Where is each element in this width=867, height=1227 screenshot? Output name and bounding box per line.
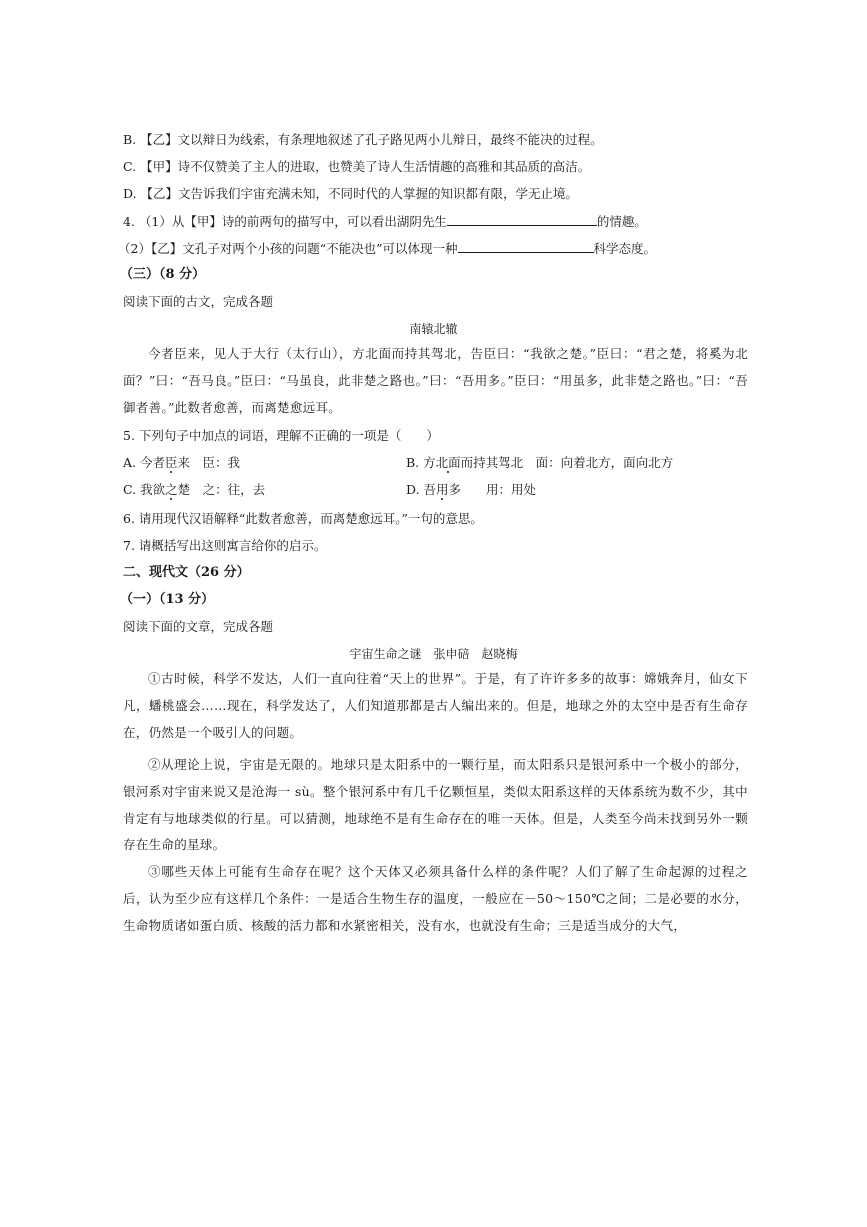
answer-blank-1[interactable]	[447, 212, 597, 226]
question-5-option-b	[406, 454, 673, 472]
question-4-text: 4. （1）从【甲】诗的前两句的描写中，可以看出湖阴先生	[123, 214, 447, 229]
option-d-suffix: 多 用：用处	[448, 482, 537, 497]
option-b-dotted-word: 北面	[435, 455, 461, 470]
section-3-heading: （三）（8 分）	[120, 267, 206, 282]
option-a-prefix: A. 今者	[123, 455, 165, 470]
passage-title-2: 宇宙生命之谜 张申碚 赵晓梅	[349, 647, 518, 661]
question-4-part-2-suffix: 科学态度。	[593, 241, 657, 256]
section-2-1-heading: （一）（13 分）	[120, 592, 215, 607]
passage-paragraph-4: ③哪些天体上可能有生命存在呢？这个天体又必须具备什么样的条件呢？人们了解了生命起源的过程之后，认为至少应有这样几个条件：一是适合生物生存的温度，一般应在－50～150℃之间；二是必要的水分，生命物质诸如蛋白质、核酸的活力都和水紧密相关，没有水，也就没有生命；三是适当成分的大气，	[123, 864, 748, 933]
option-d-dotted-word: 用	[436, 482, 449, 497]
reading-instruction-1: 阅读下面的古文，完成各题	[123, 294, 274, 309]
option-d-prefix: D. 吾	[406, 482, 437, 497]
option-c-suffix: 楚 之：往，去	[177, 482, 266, 497]
question-4-part-1	[123, 212, 647, 231]
question-4-suffix: 的情趣。	[596, 214, 647, 229]
question-6: 6. 请用现代汉语解释“此数者愈善，而离楚愈远耳。”一句的意思。	[123, 511, 483, 526]
answer-blank-2[interactable]	[458, 239, 594, 253]
option-a-dotted-word: 臣	[164, 455, 178, 470]
option-c-line: C. 【甲】诗不仅赞美了主人的进取，也赞美了诗人生活情趣的高雅和其品质的高洁。	[123, 159, 591, 174]
option-c-dotted-word: 之	[165, 482, 178, 497]
option-d-line: D. 【乙】文告诉我们宇宙充满未知，不同时代的人掌握的知识都有限，学无止境。	[123, 186, 579, 201]
question-7: 7. 请概括写出这则寓言给你的启示。	[123, 538, 327, 553]
passage-paragraph-2: ①古时候，科学不发达，人们一直向往着“天上的世界”。于是，有了许许多多的故事：嫦娥奔月，仙女下凡，蟠桃盛会……现在，科学发达了，人们知道那都是古人编出来的。但是，地球之外的太空中是否有生命存在，仍然是一个吸引人的问题。	[123, 671, 748, 740]
question-5: 5. 下列句子中加点的词语，理解不正确的一项是（ ）	[123, 428, 439, 443]
question-4-part-2	[118, 239, 656, 258]
passage-paragraph-1: 今者臣来，见人于大行（太行山），方北面而持其驾北，告臣曰：“我欲之楚。”臣曰：“君之楚，将奚为北面？”曰：“吾马良。”臣曰：“马虽良，此非楚之路也。”曰：“吾用多。”臣曰：“用虽多，此非楚之路也。”曰：“吾御者善。”此数者愈善，而离楚愈远耳。	[123, 346, 748, 415]
option-b-prefix: B. 方	[406, 455, 436, 470]
passage-paragraph-3: ②从理论上说，宇宙是无限的。地球只是太阳系中的一颗行星，而太阳系只是银河系中一个极小的部分，银河系对宇宙来说又是沧海一 sù。整个银河系中有几千亿颗恒星，类似太阳系这样的天体系统为数不少，其中肯定有与地球类似的行星。可以猜测，地球绝不是有生命存在的唯一天体。但是，人类至今尚未找到另外一颗存在生命的星球。	[123, 757, 748, 853]
section-2-heading: 二、现代文（26 分）	[123, 565, 250, 580]
question-4-part-2-text: （2）【乙】文孔子对两个小孩的问题“不能决也”可以体现一种	[118, 241, 458, 256]
reading-instruction-2: 阅读下面的文章，完成各题	[123, 619, 274, 634]
question-5-option-d	[406, 481, 536, 499]
question-5-option-c	[123, 481, 265, 499]
option-c-prefix: C. 我欲	[123, 482, 166, 497]
option-b-line: B. 【乙】文以辩日为线索，有条理地叙述了孔子路见两小儿辩日，最终不能决的过程。	[123, 132, 603, 147]
passage-title-1: 南辕北辙	[409, 322, 458, 336]
option-a-suffix: 来 臣：我	[177, 455, 241, 470]
option-b-suffix: 而持其驾北 面：向着北方，面向北方	[460, 455, 674, 470]
question-5-option-a	[123, 454, 240, 472]
